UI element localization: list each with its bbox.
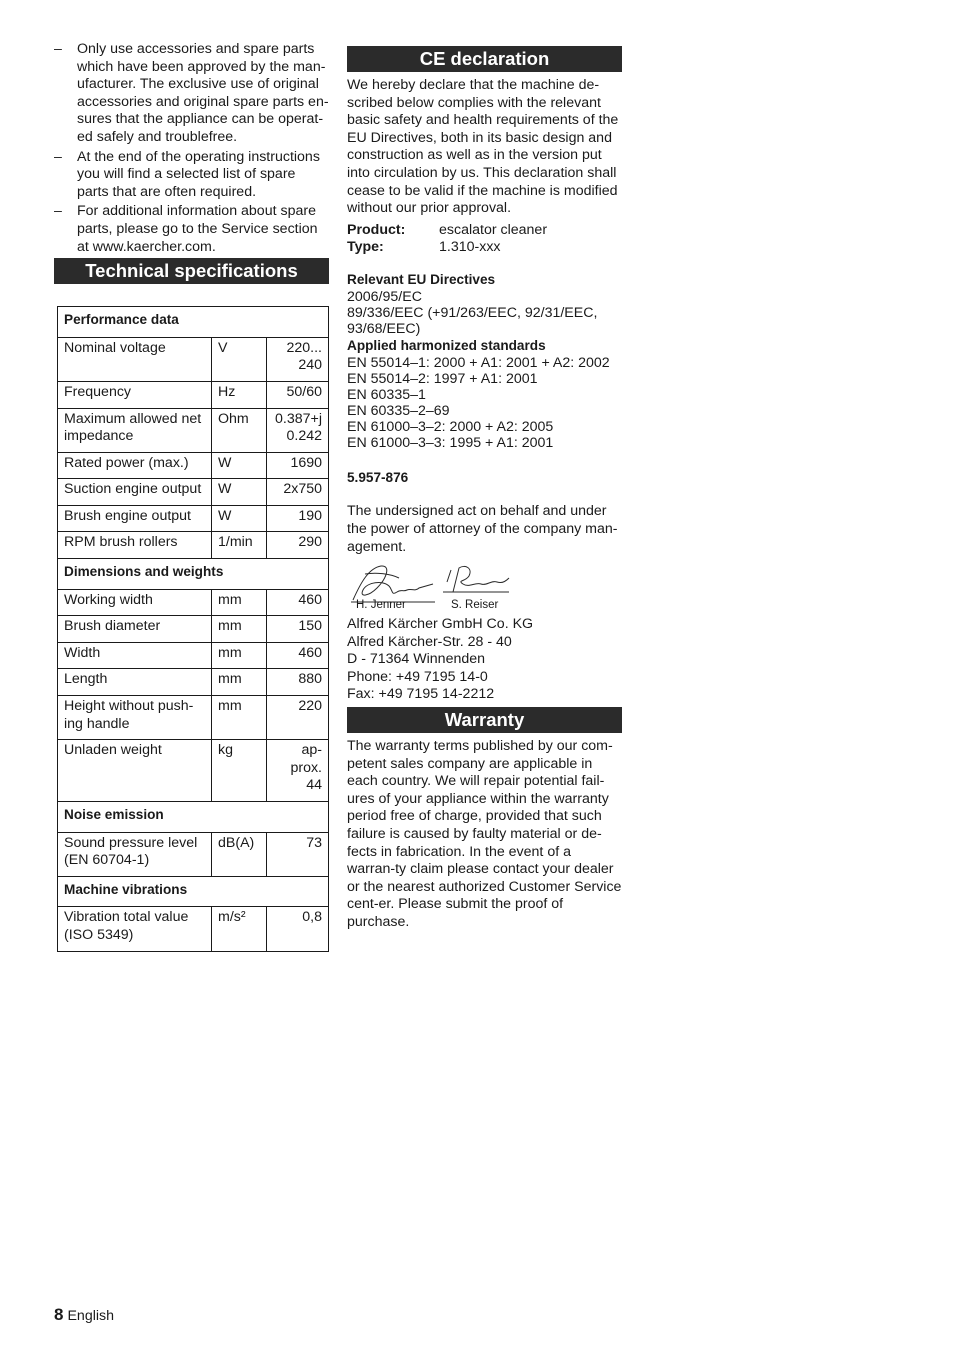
directives-list xyxy=(347,289,622,338)
bullet-text: At the end of the operating instructions you will find a selected list of spare parts that are often required. xyxy=(77,148,320,200)
table-row xyxy=(58,408,329,452)
table-group-heading: Machine vibrations xyxy=(58,876,329,907)
spec-value-cell: 150 xyxy=(267,616,329,643)
table-row xyxy=(58,832,329,876)
product-row xyxy=(347,222,622,240)
spec-value-cell: 220... 240 xyxy=(267,337,329,381)
table-group-heading: Noise emission xyxy=(58,802,329,833)
bullet-dash: – xyxy=(54,203,62,220)
spec-value-cell: 460 xyxy=(267,642,329,669)
table-row xyxy=(58,907,329,951)
spec-name-cell: Vibration total value (ISO 5349) xyxy=(58,907,212,951)
address-line: Alfred Kärcher-Str. 28 - 40 xyxy=(347,633,512,650)
table-row xyxy=(58,740,329,802)
spec-unit-cell: Ohm xyxy=(212,408,267,452)
standard-item: EN 60335–1 xyxy=(347,386,426,403)
address-line: D - 71364 Winnenden xyxy=(347,651,486,668)
spec-name-cell: Length xyxy=(58,669,212,696)
spec-value-cell: 1690 xyxy=(267,452,329,479)
table-row xyxy=(58,696,329,740)
standard-item: EN 55014–1: 2000 + A1: 2001 + A2: 2002 xyxy=(347,354,610,371)
spec-value-cell: 220 xyxy=(267,696,329,740)
standards-heading: Applied harmonized standards xyxy=(347,338,546,354)
directives-heading: Relevant EU Directives xyxy=(347,271,496,287)
table-row xyxy=(58,479,329,506)
spec-unit-cell: V xyxy=(212,337,267,381)
directive-item: 89/336/EEC (+91/263/EEC, 92/31/EEC, 93/68/EEC) xyxy=(347,304,598,337)
type-value: 1.310-xxx xyxy=(439,239,501,256)
standard-item: EN 61000–3–2: 2000 + A2: 2005 xyxy=(347,418,554,435)
product-label: Product: xyxy=(347,221,406,238)
table-row xyxy=(58,616,329,643)
left-column xyxy=(54,41,329,952)
standards-list xyxy=(347,355,622,451)
spec-value-cell: 0,8 xyxy=(267,907,329,951)
spec-value-cell: 190 xyxy=(267,505,329,532)
technical-specifications-table xyxy=(57,306,329,951)
page-number: 8 xyxy=(54,1305,64,1324)
table-group-row xyxy=(58,307,329,338)
table-row xyxy=(58,337,329,381)
spec-name-cell: Rated power (max.) xyxy=(58,452,212,479)
spec-unit-cell: 1/min xyxy=(212,532,267,559)
table-group-row xyxy=(58,559,329,590)
table-row xyxy=(58,505,329,532)
spec-unit-cell: W xyxy=(212,505,267,532)
table-group-heading: Dimensions and weights xyxy=(58,559,329,590)
spec-name-cell: RPM brush rollers xyxy=(58,532,212,559)
spec-name-cell: Working width xyxy=(58,589,212,616)
bullet-dash: – xyxy=(54,148,62,165)
ce-declaration-heading: CE declaration xyxy=(347,46,622,72)
undersigned-text: The undersigned act on behalf and under the power of attorney of the company man-agement. xyxy=(347,503,618,555)
spec-unit-cell: mm xyxy=(212,642,267,669)
spec-unit-cell: m/s² xyxy=(212,907,267,951)
bullet-text: For additional information about spare parts, please go to the Service section at www.kaercher.com. xyxy=(77,203,318,255)
standard-item: EN 55014–2: 1997 + A1: 2001 xyxy=(347,370,538,387)
spec-name-cell: Sound pressure level (EN 60704-1) xyxy=(58,832,212,876)
signer-name-jenner: H. Jenner xyxy=(356,599,406,612)
footer-language: English xyxy=(67,1308,115,1324)
list-item xyxy=(54,203,329,256)
document-number: 5.957-876 xyxy=(347,469,409,485)
spec-unit-cell: W xyxy=(212,479,267,506)
spec-unit-cell: W xyxy=(212,452,267,479)
table-row xyxy=(58,642,329,669)
standard-item: EN 61000–3–3: 1995 + A1: 2001 xyxy=(347,434,554,451)
spec-name-cell: Nominal voltage xyxy=(58,337,212,381)
spec-value-cell: ap-prox. 44 xyxy=(267,740,329,802)
spec-unit-cell: mm xyxy=(212,616,267,643)
type-label: Type: xyxy=(347,239,384,256)
spec-name-cell: Width xyxy=(58,642,212,669)
ce-intro-text: We hereby declare that the machine de-scribed below complies with the relevant basic safety and health requirements of the EU Directives, both in its basic design and construction as well as in the version put into circulation by us. This declaration shall cease to be valid if the machine is modified without our prior approval. xyxy=(347,77,619,217)
address-line: Alfred Kärcher GmbH Co. KG xyxy=(347,616,534,633)
directive-item: 2006/95/EC xyxy=(347,288,422,305)
table-group-row xyxy=(58,876,329,907)
page-footer xyxy=(54,1306,114,1326)
technical-specifications-heading: Technical specifications xyxy=(54,258,329,284)
spec-name-cell: Height without push-ing handle xyxy=(58,696,212,740)
spec-unit-cell: mm xyxy=(212,669,267,696)
warranty-heading: Warranty xyxy=(347,707,622,733)
table-row xyxy=(58,381,329,408)
table-group-row xyxy=(58,802,329,833)
spec-value-cell: 50/60 xyxy=(267,381,329,408)
spec-unit-cell: dB(A) xyxy=(212,832,267,876)
spec-name-cell: Unladen weight xyxy=(58,740,212,802)
table-row xyxy=(58,589,329,616)
spec-unit-cell: Hz xyxy=(212,381,267,408)
spec-value-cell: 73 xyxy=(267,832,329,876)
spec-unit-cell: mm xyxy=(212,589,267,616)
spec-value-cell: 460 xyxy=(267,589,329,616)
bullet-text: Only use accessories and spare parts which have been approved by the man-ufacturer. The exclusive use of original accessories and original spare parts en-sures that the appliance can be operat-ed safely and troublefree. xyxy=(77,41,329,145)
spec-unit-cell: kg xyxy=(212,740,267,802)
spec-name-cell: Brush diameter xyxy=(58,616,212,643)
table-group-heading: Performance data xyxy=(58,307,329,338)
spec-name-cell: Suction engine output xyxy=(58,479,212,506)
product-value: escalator cleaner xyxy=(439,221,548,238)
signer-name-reiser: S. Reiser xyxy=(451,599,499,612)
spec-value-cell: 290 xyxy=(267,532,329,559)
company-address xyxy=(347,616,622,704)
standard-item: EN 60335–2–69 xyxy=(347,402,450,419)
spec-value-cell: 880 xyxy=(267,669,329,696)
table-row xyxy=(58,452,329,479)
type-row xyxy=(347,239,622,257)
list-item xyxy=(54,149,329,202)
intro-bullet-list xyxy=(54,41,329,256)
spec-unit-cell: mm xyxy=(212,696,267,740)
spec-name-cell: Brush engine output xyxy=(58,505,212,532)
address-line: Phone: +49 7195 14-0 xyxy=(347,668,488,685)
spec-value-cell: 0.387+j 0.242 xyxy=(267,408,329,452)
table-row xyxy=(58,669,329,696)
right-column xyxy=(347,46,622,932)
list-item xyxy=(54,41,329,147)
warranty-text: The warranty terms published by our com-petent sales company are applicable in each country. We will repair potential fail-ures of your appliance within the warranty period free of charge, provided that such failure is caused by faulty material or de-fects in fabrication. In the event of a warran-ty claim please contact your dealer or the nearest authorized Customer Service cent-er. Please submit the proof of purchase. xyxy=(347,738,622,931)
spec-value-cell: 2x750 xyxy=(267,479,329,506)
address-line: Fax: +49 7195 14-2212 xyxy=(347,686,495,703)
spec-name-cell: Frequency xyxy=(58,381,212,408)
bullet-dash: – xyxy=(54,41,62,57)
spec-name-cell: Maximum allowed net impedance xyxy=(58,408,212,452)
table-row xyxy=(58,532,329,559)
signature-block xyxy=(347,562,622,616)
